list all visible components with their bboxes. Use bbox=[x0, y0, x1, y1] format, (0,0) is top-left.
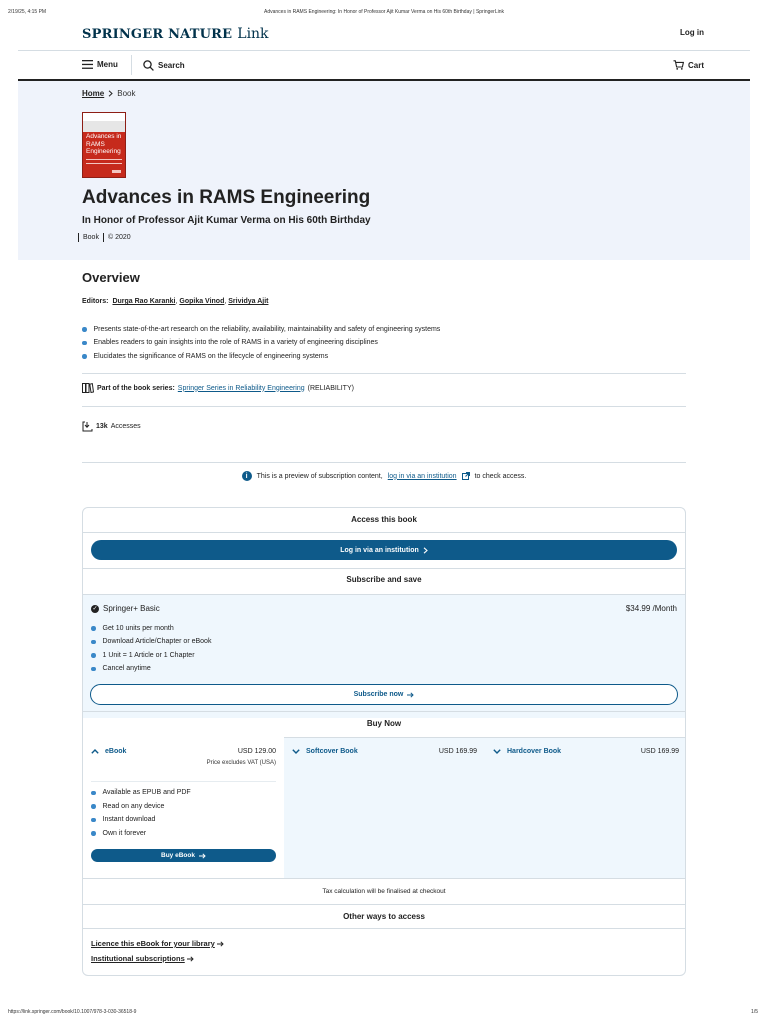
plan-price: $34.99 /Month bbox=[625, 604, 677, 613]
series-abbr: (RELIABILITY) bbox=[307, 384, 354, 392]
springer-nature-link-logo[interactable] bbox=[82, 26, 269, 44]
vat-note: Price excludes VAT (USA) bbox=[206, 760, 276, 766]
breadcrumb-current: Book bbox=[117, 89, 136, 98]
print-url: https://link.springer.com/book/10.1007/978-3-030-36518-9 bbox=[8, 1009, 137, 1015]
search-label: Search bbox=[158, 61, 185, 70]
accesses-label: Accesses bbox=[110, 423, 141, 430]
divider bbox=[82, 406, 686, 407]
breadcrumb-home[interactable]: Home bbox=[82, 89, 105, 98]
format-softcover-toggle[interactable]: Softcover Book bbox=[292, 748, 358, 755]
overview-heading: Overview bbox=[82, 270, 140, 285]
download-icon bbox=[82, 421, 93, 432]
site-header bbox=[18, 20, 750, 80]
accesses-metric bbox=[82, 421, 141, 432]
other-ways-heading: Other ways to access bbox=[343, 912, 425, 921]
print-timestamp: 2/19/25, 4:15 PM bbox=[8, 9, 47, 15]
chevron-right-icon bbox=[108, 90, 113, 97]
plan-name: ✓ Springer+ Basic bbox=[92, 604, 160, 613]
book-type: Book bbox=[83, 234, 99, 241]
divider bbox=[83, 568, 685, 569]
institution-login-link[interactable]: log in via an institution bbox=[387, 472, 457, 480]
list-item: Instant download bbox=[91, 813, 191, 827]
chevron-down-icon bbox=[292, 749, 300, 754]
divider bbox=[82, 373, 686, 374]
book-series-line bbox=[82, 383, 354, 393]
ebook-features bbox=[91, 786, 191, 840]
preview-text: This is a preview of subscription content, bbox=[256, 472, 383, 480]
editor-link[interactable]: Gopika Vinod bbox=[179, 298, 225, 305]
format-ebook bbox=[83, 737, 284, 879]
print-header bbox=[0, 9, 768, 19]
tax-note: Tax calculation will be finalised at checkout bbox=[322, 888, 446, 895]
print-doc-title: Advances in RAMS Engineering: In Honor of Professor Ajit Kumar Verma on His 60th Birthday | SpringerLink bbox=[263, 9, 505, 15]
list-item: Read on any device bbox=[91, 800, 191, 814]
format-softcover bbox=[284, 737, 485, 879]
brand-link: Link bbox=[237, 26, 269, 42]
arrow-right-icon bbox=[407, 692, 414, 698]
list-item: Elucidates the significance of RAMS on the lifecycle of engineering systems bbox=[82, 350, 440, 363]
menu-icon bbox=[82, 60, 93, 69]
arrow-right-icon bbox=[199, 853, 206, 859]
book-series-icon bbox=[82, 383, 94, 393]
licence-ebook-link[interactable]: Licence this eBook for your library bbox=[91, 939, 224, 948]
list-item: Enables readers to gain insights into the role of RAMS in a variety of engineering disciplines bbox=[82, 336, 440, 349]
list-item: Available as EPUB and PDF bbox=[91, 786, 191, 800]
chevron-up-icon bbox=[91, 749, 99, 754]
main-nav bbox=[82, 51, 704, 79]
list-item: 1 Unit = 1 Article or 1 Chapter bbox=[91, 649, 211, 662]
format-price: USD 169.99 bbox=[438, 748, 477, 755]
list-item: Get 10 units per month bbox=[91, 622, 211, 635]
cover-title: Advances in RAMS Engineering bbox=[86, 133, 122, 155]
login-institution-button[interactable]: Log in via an institution bbox=[91, 540, 677, 560]
highlights-list bbox=[82, 323, 440, 363]
preview-notice bbox=[0, 471, 768, 481]
list-item: Presents state-of-the-art research on the reliability, availability, maintainability and safety of engineering systems bbox=[82, 323, 440, 336]
format-price: USD 129.00 bbox=[237, 748, 276, 755]
editors-label: Editors: bbox=[82, 298, 109, 305]
divider bbox=[83, 532, 685, 533]
chevron-down-icon bbox=[493, 749, 501, 754]
series-label: Part of the book series: bbox=[97, 384, 175, 392]
accesses-count: 13k bbox=[96, 423, 108, 430]
chevron-right-icon bbox=[423, 547, 428, 554]
book-subtitle: In Honor of Professor Ajit Kumar Verma on His 60th Birthday bbox=[82, 215, 371, 226]
login-link[interactable]: Log in bbox=[680, 28, 704, 37]
book-year: © 2020 bbox=[107, 234, 131, 241]
preview-text-after: to check access. bbox=[474, 472, 527, 480]
format-hardcover bbox=[485, 737, 686, 879]
editor-link[interactable]: Durga Rao Karanki bbox=[112, 298, 176, 305]
access-heading: Access this book bbox=[351, 515, 417, 524]
buy-now-heading: Buy Now bbox=[366, 719, 402, 728]
series-link[interactable]: Springer Series in Reliability Engineering bbox=[177, 384, 305, 392]
arrow-right-icon bbox=[187, 956, 194, 962]
cart-icon bbox=[673, 60, 684, 70]
institutional-subscriptions-link[interactable]: Institutional subscriptions bbox=[91, 954, 224, 963]
info-icon: i bbox=[242, 471, 252, 481]
editor-link[interactable]: Srividya Ajit bbox=[228, 298, 269, 305]
book-hero bbox=[18, 81, 750, 260]
buy-formats bbox=[83, 737, 685, 879]
overview-section bbox=[82, 270, 686, 430]
list-item: Download Article/Chapter or eBook bbox=[91, 635, 211, 648]
page-title: Advances in RAMS Engineering bbox=[82, 187, 371, 208]
external-link-icon bbox=[462, 472, 470, 480]
editors-line: Editors: Durga Rao Karanki, Gopika Vinod, Srividya Ajit bbox=[82, 298, 269, 305]
format-price: USD 169.99 bbox=[640, 748, 679, 755]
nav-separator bbox=[131, 55, 132, 75]
book-meta bbox=[78, 233, 131, 242]
format-ebook-toggle[interactable]: eBook bbox=[91, 748, 126, 755]
list-item: Own it forever bbox=[91, 827, 191, 841]
cart-label: Cart bbox=[687, 60, 704, 70]
search-icon bbox=[143, 60, 154, 71]
cart-button[interactable] bbox=[673, 60, 704, 70]
menu-button[interactable] bbox=[82, 60, 118, 69]
divider bbox=[83, 928, 685, 929]
menu-label: Menu bbox=[97, 60, 118, 69]
subscribe-button[interactable]: Subscribe now bbox=[90, 684, 678, 705]
print-page-number: 1/5 bbox=[751, 1009, 758, 1015]
access-panel bbox=[82, 507, 686, 976]
buy-ebook-button[interactable]: Buy eBook bbox=[91, 849, 276, 862]
divider bbox=[82, 462, 686, 463]
format-hardcover-toggle[interactable]: Hardcover Book bbox=[493, 748, 561, 755]
search-button[interactable] bbox=[143, 60, 185, 71]
book-cover-image[interactable] bbox=[82, 112, 126, 178]
breadcrumb bbox=[82, 89, 135, 98]
list-item: Cancel anytime bbox=[91, 662, 211, 675]
brand-main: SPRINGER NATURE bbox=[82, 27, 233, 42]
check-circle-icon: ✓ bbox=[92, 606, 98, 612]
plan-benefits bbox=[91, 622, 211, 676]
arrow-right-icon bbox=[217, 941, 224, 947]
divider bbox=[83, 711, 685, 712]
other-access-links bbox=[91, 939, 224, 969]
subscribe-heading: Subscribe and save bbox=[346, 575, 422, 584]
divider bbox=[83, 904, 685, 905]
